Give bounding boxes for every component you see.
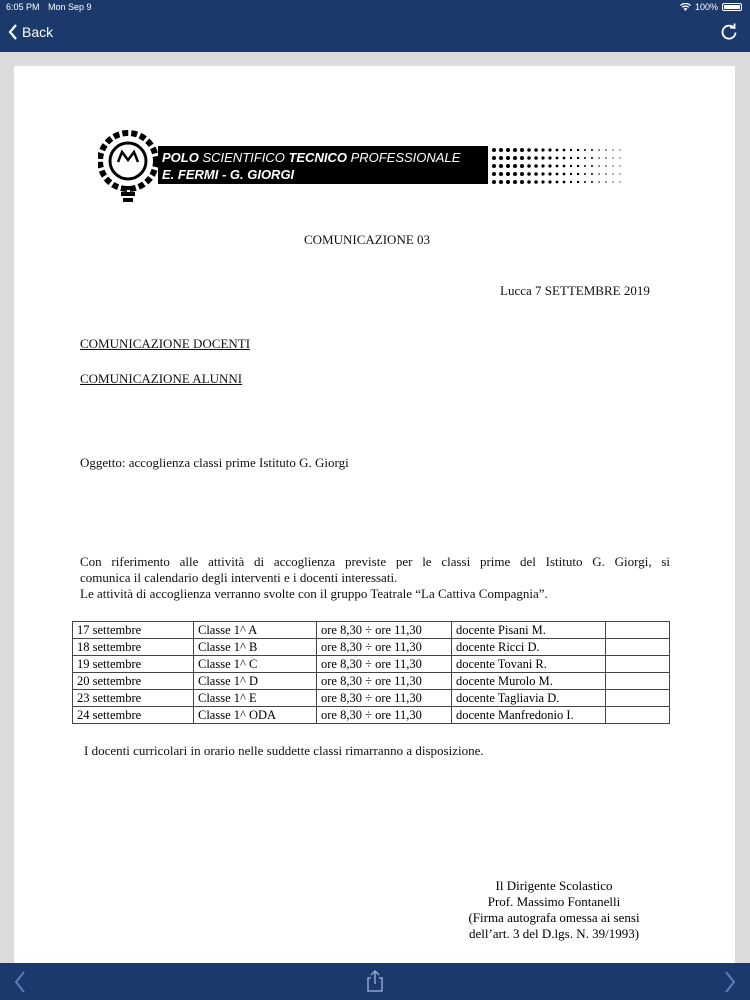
schedule-hours: ore 8,30 ÷ ore 11,30 bbox=[317, 707, 452, 724]
place-date: Lucca 7 SETTEMBRE 2019 bbox=[500, 283, 650, 298]
body-line-2: comunica il calendario degli interventi e i docenti interessati. bbox=[80, 570, 398, 585]
schedule-empty bbox=[606, 622, 670, 639]
logo-text-professionale: PROFESSIONALE bbox=[350, 150, 461, 165]
document-page bbox=[14, 66, 735, 963]
closing-note: I docenti curricolari in orario nelle suddette classi rimarranno a disposizione. bbox=[84, 743, 484, 758]
signature-name: Prof. Massimo Fontanelli bbox=[487, 894, 621, 909]
recipient-docenti: COMUNICAZIONE DOCENTI bbox=[80, 336, 251, 351]
signature-block bbox=[434, 878, 674, 942]
bottom-toolbar bbox=[0, 963, 750, 1000]
schedule-date: 19 settembre bbox=[73, 656, 194, 673]
subject: Oggetto: accoglienza classi prime Istituto G. Giorgi bbox=[80, 455, 349, 470]
schedule-hours: ore 8,30 ÷ ore 11,30 bbox=[317, 622, 452, 639]
signature-note-2: dell’art. 3 del D.lgs. N. 39/1993) bbox=[468, 926, 640, 941]
body-line-3: Le attività di accoglienza verranno svolte con il gruppo Teatrale “La Cattiva Compagnia”. bbox=[80, 586, 548, 601]
schedule-teacher: docente Manfredonio I. bbox=[452, 707, 606, 724]
signature-role: Il Dirigente Scolastico bbox=[495, 878, 613, 893]
battery-percent: 100% bbox=[694, 2, 718, 12]
schedule-teacher: docente Murolo M. bbox=[452, 673, 606, 690]
logo-text-tecnico: TECNICO bbox=[288, 150, 347, 165]
schedule-class: Classe 1^ A bbox=[194, 622, 317, 639]
nav-bar bbox=[0, 14, 750, 52]
school-logo bbox=[98, 126, 678, 216]
status-right bbox=[680, 2, 742, 12]
status-bar bbox=[0, 0, 750, 14]
schedule-class: Classe 1^ C bbox=[194, 656, 317, 673]
chevron-left-icon bbox=[8, 24, 18, 40]
schedule-date: 17 settembre bbox=[73, 622, 194, 639]
schedule-class: Classe 1^ ODA bbox=[194, 707, 317, 724]
back-label: Back bbox=[22, 24, 54, 40]
table-row bbox=[73, 639, 670, 656]
battery-icon bbox=[722, 3, 742, 11]
previous-page-button[interactable] bbox=[14, 971, 26, 993]
body-line-1: Con riferimento alle attività di accoglienza previste per le classi prime del Istituto G. Giorgi, si bbox=[80, 554, 670, 569]
schedule-date: 23 settembre bbox=[73, 690, 194, 707]
schedule-teacher: docente Tovani R. bbox=[452, 656, 606, 673]
schedule-teacher: docente Ricci D. bbox=[452, 639, 606, 656]
schedule-teacher: docente Tagliavia D. bbox=[452, 690, 606, 707]
schedule-class: Classe 1^ D bbox=[194, 673, 317, 690]
schedule-hours: ore 8,30 ÷ ore 11,30 bbox=[317, 690, 452, 707]
schedule-date: 18 settembre bbox=[73, 639, 194, 656]
logo-text-scientifico: SCIENTIFICO bbox=[202, 150, 285, 165]
recipient-alunni: COMUNICAZIONE ALUNNI bbox=[80, 371, 243, 386]
table-row bbox=[73, 656, 670, 673]
table-row bbox=[73, 622, 670, 639]
logo-text-polo: POLO bbox=[162, 150, 199, 165]
schedule-empty bbox=[606, 690, 670, 707]
schedule-table bbox=[72, 621, 670, 724]
schedule-date: 24 settembre bbox=[73, 707, 194, 724]
refresh-icon[interactable] bbox=[720, 23, 738, 41]
logo-text-school: E. FERMI - G. GIORGI bbox=[162, 167, 295, 182]
schedule-empty bbox=[606, 656, 670, 673]
schedule-hours: ore 8,30 ÷ ore 11,30 bbox=[317, 639, 452, 656]
svg-text:POLO SCIENTIFICO bbox=[162, 150, 461, 165]
signature-note-1: (Firma autografa omessa ai sensi bbox=[468, 910, 640, 925]
document-viewer[interactable] bbox=[0, 52, 750, 963]
wifi-icon bbox=[680, 3, 691, 11]
schedule-hours: ore 8,30 ÷ ore 11,30 bbox=[317, 673, 452, 690]
table-row bbox=[73, 707, 670, 724]
document-title: COMUNICAZIONE 03 bbox=[304, 232, 431, 247]
schedule-empty bbox=[606, 707, 670, 724]
schedule-class: Classe 1^ B bbox=[194, 639, 317, 656]
share-icon[interactable] bbox=[366, 970, 384, 992]
next-page-button[interactable] bbox=[724, 971, 736, 993]
back-button[interactable] bbox=[8, 24, 53, 40]
schedule-date: 20 settembre bbox=[73, 673, 194, 690]
status-time: 6:05 PM bbox=[6, 2, 40, 12]
schedule-empty bbox=[606, 673, 670, 690]
table-row bbox=[73, 673, 670, 690]
status-date: Mon Sep 9 bbox=[48, 2, 92, 12]
schedule-teacher: docente Pisani M. bbox=[452, 622, 606, 639]
schedule-hours: ore 8,30 ÷ ore 11,30 bbox=[317, 656, 452, 673]
lightbulb-icon bbox=[100, 133, 156, 202]
table-row bbox=[73, 690, 670, 707]
schedule-class: Classe 1^ E bbox=[194, 690, 317, 707]
schedule-empty bbox=[606, 639, 670, 656]
